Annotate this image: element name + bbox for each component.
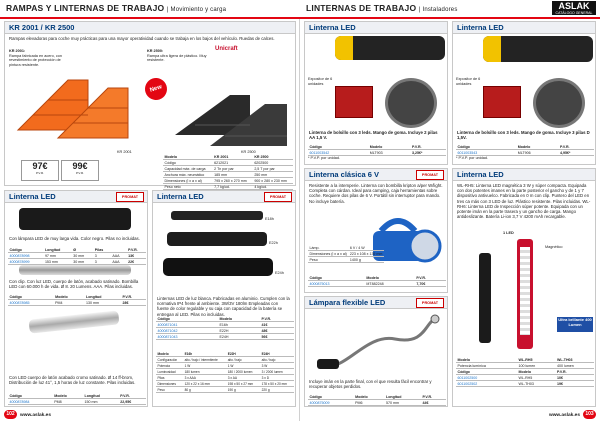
table-row: Potencia 1 W 1 W 3 W (156, 363, 294, 369)
promat-logo: PROMAT (416, 170, 444, 180)
led-torch-e22h-image (167, 232, 267, 246)
led-torch-e24h-image (163, 258, 273, 276)
table-row: Anchura máx. neumático 185 mm 250 mm (163, 172, 293, 178)
led-left-table1: Código Longitud Ø Pilas P.V.R. 4000878998 97 mm 30 mm 3 AAA 13€ 4000878999 153 mm 30 mm 3 AAA 22€ (8, 247, 146, 265)
led-left-desc1: Con lámpara LED de muy larga vida. Color negro. Pilas no incluidas. (9, 236, 140, 241)
ramps-spec-table: Modelo KR 2001 KR 2500 Código 6212021 6202500 Capacidad máx. de carga 2 Tn por par 2,5 T por par Anchura máx. neumático 185 mm 250 mm Dimensiones (l x a x al) 795 x 260 x 270 mm 900 x 280 x 230 mm Peso neto 7,7 kg/ud. 4 kg/ud. (163, 154, 293, 190)
left-page-number: 102 (4, 410, 17, 419)
ramps-description: Rampas elevadoras para coche muy prácticas para una mayor operatividad cuando se trabaja en los bajos del vehículo. Ruedas de calces. (9, 36, 275, 41)
ultra-bright-tag: Ultra brillante 400 Lumen (557, 317, 593, 332)
kr2500-note: KR 2500: Rampa ultra ligera de plástico. Muy resistente. (147, 49, 207, 63)
table-row: Potencia lumínica 100 lumen 400 lumen (456, 363, 594, 369)
left-header (0, 0, 300, 19)
chrome-penlight-image (19, 265, 131, 275)
table-row: 4000878985 PM4 130 mm 28€ (8, 300, 146, 306)
table-row: Código Modelo P.V.R. (456, 369, 594, 375)
wl-torch-section (452, 168, 596, 407)
table-row: Luminosidad 180 lumen 180 / 2000 lumen 3 / 2000 lumen (156, 369, 294, 375)
classic-price-table: Código Modelo P.V.R. 4000875013 MT882248 7,70€ (308, 275, 446, 287)
led-right-price-table: Código Modelo P.V.R. 4000871041 E16h 41€ 4000871042 E22H 48€ 4000871043 E24H 56€ (156, 316, 294, 340)
flex-lamp-section (304, 296, 448, 407)
table-row: Pilas 3 x AAA 3 x AA 3 x D (156, 375, 294, 381)
left-header-subtitle: | Movimiento y carga (166, 7, 227, 13)
led-torch-e16h-image (171, 211, 263, 220)
kr2001-price-card: 97€ P.V.R. (21, 160, 59, 181)
led2-section (452, 21, 596, 165)
table-row: 4000878998 97 mm 30 mm 3 AAA 13€ (8, 253, 146, 259)
classic-desc: Resistente a la intemperie. Linterna con bombilla kripton a/per W/light. Completa con cárdan. Ideal para camping, caja herramientas sobre coche. Requiere dos pilas de 6 V. Portátil sin interruptor para mando. No incluye batería. (309, 183, 443, 204)
table-row: 4000878984 PM8 150 mm 22,95€ (8, 399, 146, 405)
right-page (300, 0, 600, 421)
promat-logo: PROMAT (264, 192, 292, 202)
table-row: Lámp. 6 V / 4 W (308, 245, 384, 251)
kr2500-code: KR 2500 (241, 150, 256, 154)
wl-led-label: 1 LED (503, 231, 514, 235)
classic-title: Linterna clásica 6 V (305, 169, 447, 181)
kr2001-note: KR 2001: Rampa fabricada en acero, con revestimiento de protección de pintura resistente. (9, 49, 62, 67)
table-row: 4000871043 E24H 56€ (156, 334, 294, 340)
black-torch-image (19, 208, 131, 230)
kr2001-ramp-image (13, 70, 135, 142)
classic-spec-table (308, 245, 384, 263)
new-badge: New (142, 75, 170, 103)
aslak-logo: ASLAK CATÁLOGO GENERAL (552, 1, 596, 15)
table-row: 6011002500 WL-RH5 10€ (456, 375, 594, 381)
right-header-subtitle: | Instaladores (418, 7, 458, 13)
led1-display-label: Expositor de 6 unidades (308, 77, 333, 86)
kr2500-ramp-image (170, 80, 292, 150)
led2-desc: Linterna de bolsillo con 3 leds. Mango de goma. Incluye 3 pilas D 1,5V. (457, 130, 590, 141)
wl-rh5-torch-image (517, 239, 533, 349)
led-lens-closeup-image (385, 78, 437, 128)
kr2500-price-card: 99€ P.V.R. (61, 160, 99, 181)
table-row: 6011002502 WL-TH03 19€ (456, 381, 594, 387)
left-header-title: RAMPAS Y LINTERNAS DE TRABAJO (6, 3, 165, 13)
led-right-spec-table: Modelo E16h E22H E24H Configuración alto / bajo / intermitente alto / bajo alto / bajo Potencia 1 W 1 W 3 W Luminosidad 180 lumen 180 / 2000 lumen 3 / 2000 lumen Pilas 3 x AAA 3 x AA 3 x D Dimensiones 120 x 22 x 16 mm 198 x 50 x 27 mm 178 x 50 x 20 mm Peso 80 g 190 g 220 g (156, 351, 294, 393)
led-right-desc: Linternas LED de luz blanca. Fabricadas en aluminio. Cumplen con la normativa IP4 frente al ambiente. 3W/3V 180lm Empleadas con fuente de color regulable y su caja con capacidad de la batería se entregan al LED. Pilas no incluidas. (157, 296, 290, 317)
display-box-image (335, 86, 373, 118)
classic-lantern-section (304, 168, 448, 293)
ramps-title: KR 2001 / KR 2500 (5, 22, 295, 34)
led1-desc: Linterna de bolsillo con 3 leds. Mango de goma. Incluye 2 pilas AA 1,5 V. (309, 130, 438, 141)
left-website-link[interactable]: www.aslak.es (20, 413, 52, 418)
led-left-section (4, 190, 148, 407)
wl-table: Modelo WL-RH5 WL-TH03 Potencia lumínica 100 lumen 400 lumen Código Modelo P.V.R. 6011002500 WL-RH5 10€ 6011002502 WL-TH03 19€ (456, 357, 594, 387)
led2-table: Código Modelo P.V.R. 6011003543 MLT906 4,95€* (456, 144, 594, 156)
table-row: 4000875013 MT882248 7,70€ (308, 281, 446, 287)
table-row: Dimensiones 120 x 22 x 16 mm 198 x 50 x 27 mm 178 x 50 x 20 mm (156, 381, 294, 387)
ramps-section (4, 21, 296, 189)
display-box-image (483, 86, 521, 118)
table-row: 6011003542 MLT903 3,25€* (308, 150, 446, 156)
led1-note: * P.V.P. por unidad. (308, 156, 341, 160)
led-right-title: Linterna LED (153, 191, 295, 203)
kr2001-code: KR 2001 (117, 150, 132, 154)
inspection-penlight-image (29, 310, 120, 333)
table-row: Configuración alto / bajo / intermitente alto / bajo alto / bajo (156, 357, 294, 363)
table-row: Dimensiones (l x a x al) 795 x 260 x 270 mm 900 x 280 x 230 mm (163, 178, 293, 184)
led1-table: Código Modelo P.V.R. 6011003542 MLT903 3,25€* (308, 144, 446, 156)
table-row: 4000871041 E16h 41€ (156, 322, 294, 328)
led2-title: Linterna LED (453, 22, 595, 34)
table-row: 4000871042 E22H 48€ (156, 328, 294, 334)
table-row: Código 6212021 6202500 (163, 160, 293, 166)
right-header (300, 0, 600, 19)
right-page-number: 103 (583, 410, 596, 419)
flex-table: Código Modelo Longitud P.V.R. 4000875009 PM6 570 mm 44€ (308, 394, 446, 406)
right-website-link[interactable]: www.aslak.es (548, 413, 580, 418)
flexible-lamp-image (315, 313, 441, 377)
led-left-table2: Código Modelo Longitud P.V.R. 4000878985 PM4 130 mm 28€ (8, 294, 146, 306)
led-left-desc3: Con LED cuerpo de latón acabado cromo satinado. Ø 14 ff-brom, Distribución de luz 41°, 1,5 horas de luz constante. Pilas incluidas. (9, 375, 136, 386)
led1-title: Linterna LED (305, 22, 447, 34)
led-right-section (152, 190, 296, 407)
flex-title: Lámpara flexible LED (305, 297, 447, 309)
led-left-desc2: Con clip. Con luz LED, cuerpo de latón, acabado satinado. Bombilla LED con 60.000 h de vida. Ø 8. 20 Lumens. AAA. Pilas incluidas. (9, 279, 139, 290)
table-row: Peso neto 7,7 kg/ud. 4 kg/ud. (163, 184, 293, 190)
wl-desc: WL-RH5: Linterna LED magnética 3 W y súper compacta. Equipada con dos potentes imanes en la parte posterior el gancho y de 1 y 7 dispositivo antivuelco. Fabricada en 0 m con clip. Puntero del LED en tres ca más con 3 LED de luz. Plástico resistente. Pilas incluidas. WL-RH6: Linterna LED de Inspección súper potente. Equipada con un potente imán en la parte trasera y un gancho de carga. Mango antideslizante. Batería Li-ion 3,7 V 4200 mAh recargable. (457, 183, 591, 220)
promat-logo: PROMAT (116, 192, 144, 202)
table-row: Peso 80 g 190 g 220 g (156, 387, 294, 393)
torch-lens-icon (335, 36, 353, 60)
right-header-title: LINTERNAS DE TRABAJO (306, 3, 417, 13)
led2-note: * P.V.P. por unidad. (456, 156, 489, 160)
unicraft-brand: Unicraft (215, 46, 238, 52)
flex-desc: Incluye imán en la parte final, con el que resulta fácil encontrar y recuperar objetos perdidos. (309, 379, 432, 390)
table-row: 4000875009 PM6 570 mm 44€ (308, 400, 446, 406)
table-row: 4000878999 153 mm 30 mm 3 AAA 22€ (8, 259, 146, 265)
table-row: 6011003543 MLT906 4,95€* (456, 150, 594, 156)
e22h-label: E22h (269, 241, 278, 245)
promat-logo: PROMAT (416, 298, 444, 308)
wl-magnet-label: Magnético (545, 245, 563, 249)
led-left-table3: Código Modelo Longitud P.V.R. 4000878984 PM8 150 mm 22,95€ (8, 393, 146, 405)
table-row: Capacidad máx. de carga 2 Tn por par 2,5 T por par (163, 166, 293, 172)
table-row: Dimensiones (l x a x al) 223 x 108 x 139 mm (309, 251, 383, 256)
table-row: Peso 1400 g (308, 257, 384, 263)
led-left-title: Linterna LED (5, 191, 147, 203)
led-lens-closeup-image (533, 78, 585, 128)
wl-th03-torch-image (479, 253, 491, 343)
led1-section (304, 21, 448, 165)
wl-title: Linterna LED (453, 169, 595, 181)
e24h-label: E24h (275, 271, 284, 275)
led2-display-label: Expositor de 6 unidades (456, 77, 481, 86)
e16h-label: E18h (265, 217, 274, 221)
torch-lens-icon (483, 36, 501, 62)
